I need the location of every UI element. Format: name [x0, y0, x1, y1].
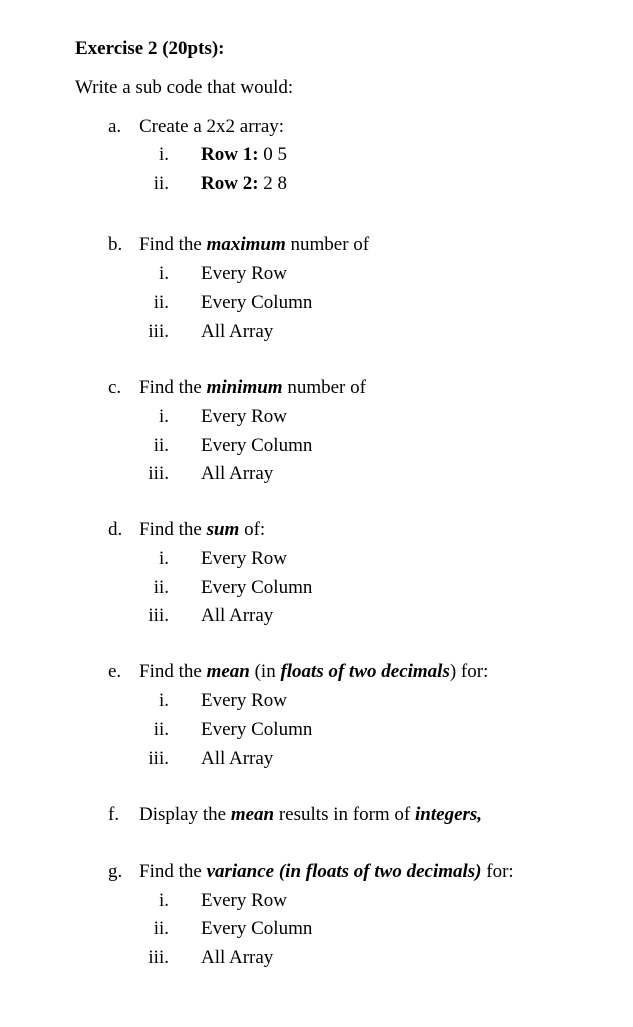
- sub-text: All Array: [201, 748, 274, 769]
- sub-text: Every Row: [201, 890, 288, 911]
- sub-text: Every Row: [201, 548, 288, 569]
- sub-number: i.: [158, 890, 169, 911]
- row-value: Row 2: 2 8: [201, 173, 288, 194]
- sub-text: Every Column: [201, 918, 313, 939]
- item-e-text: Find the mean (in floats of two decimals) for:: [139, 661, 489, 682]
- item-f-label: f.: [108, 804, 120, 825]
- sub-text: Every Column: [201, 577, 313, 598]
- sub-number: iii.: [148, 463, 169, 484]
- intro-text: Write a sub code that would:: [75, 77, 294, 98]
- sub-text: Every Column: [201, 719, 313, 740]
- sub-text: All Array: [201, 321, 274, 342]
- sub-number: iii.: [148, 748, 169, 769]
- item-a-text: Create a 2x2 array:: [139, 116, 285, 137]
- row-value: Row 1: 0 5: [201, 144, 288, 165]
- page-title: Exercise 2 (20pts):: [75, 38, 225, 59]
- sub-number: i.: [158, 406, 169, 427]
- sub-text: Every Row: [201, 406, 288, 427]
- item-g-text: Find the variance (in floats of two decimals) for:: [139, 861, 514, 882]
- sub-text: All Array: [201, 605, 274, 626]
- sub-text: Every Row: [201, 690, 288, 711]
- item-g-label: g.: [108, 861, 123, 882]
- sub-number: iii.: [148, 321, 169, 342]
- item-b-label: b.: [108, 234, 123, 255]
- sub-text: Every Row: [201, 263, 288, 284]
- sub-number: iii.: [148, 605, 169, 626]
- item-e-label: e.: [108, 661, 122, 682]
- sub-text: Every Column: [201, 292, 313, 313]
- sub-number: ii.: [153, 173, 169, 194]
- item-f-text: Display the mean results in form of integers,: [139, 804, 483, 825]
- item-d-text: Find the sum of:: [139, 519, 266, 540]
- sub-number: i.: [158, 690, 169, 711]
- sub-number: ii.: [153, 918, 169, 939]
- item-b-text: Find the maximum number of: [139, 234, 370, 255]
- sub-number: i.: [158, 548, 169, 569]
- sub-number: i.: [158, 263, 169, 284]
- sub-number: ii.: [153, 577, 169, 598]
- sub-text: All Array: [201, 463, 274, 484]
- item-d-label: d.: [108, 519, 123, 540]
- sub-text: Every Column: [201, 435, 313, 456]
- item-c-label: c.: [108, 377, 122, 398]
- item-a-label: a.: [108, 116, 122, 137]
- sub-number: ii.: [153, 719, 169, 740]
- item-c-text: Find the minimum number of: [139, 377, 366, 398]
- sub-text: All Array: [201, 947, 274, 968]
- sub-number: ii.: [153, 435, 169, 456]
- sub-number: i.: [158, 144, 169, 165]
- sub-number: ii.: [153, 292, 169, 313]
- sub-number: iii.: [148, 947, 169, 968]
